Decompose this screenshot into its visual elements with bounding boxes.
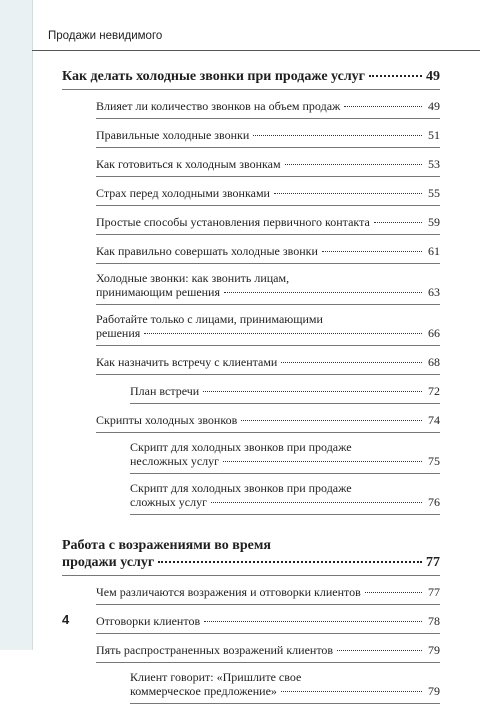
dot-leader <box>365 592 422 593</box>
toc-entry <box>62 244 440 258</box>
toc-entry-page: 72 <box>428 384 440 398</box>
toc-entry-page: 77 <box>428 585 440 599</box>
toc-entry-text-line1: Работайте только с лицами, принимающими <box>96 312 440 326</box>
toc-entry <box>62 481 440 509</box>
toc-entry-page: 59 <box>428 215 440 229</box>
toc-entry-page: 74 <box>428 413 440 427</box>
toc-entry <box>62 413 440 427</box>
running-head: Продажи невидимого <box>48 30 163 42</box>
toc-entry-page: 68 <box>428 355 440 369</box>
toc-entry-page: 63 <box>428 285 440 299</box>
page-margin-band <box>0 0 33 650</box>
toc-entry-text: коммерческое предложение» <box>130 684 277 698</box>
toc-entry-page: 55 <box>428 186 440 200</box>
dot-leader <box>281 691 422 692</box>
toc-entry <box>62 186 440 200</box>
toc-entry-text-line1: Холодные звонки: как звонить лицам, <box>96 271 440 285</box>
toc-entry-text: Влияет ли количество звонков на объем продаж <box>96 99 341 113</box>
toc-entry <box>62 128 440 142</box>
chapter-text: продажи услуг <box>62 555 155 570</box>
toc-entry <box>62 355 440 369</box>
dot-leader <box>337 650 422 651</box>
toc-entry <box>62 440 440 468</box>
toc-entry-page: 51 <box>428 128 440 142</box>
toc-entry-text: Как готовиться к холодным звонкам <box>96 157 281 171</box>
toc-entry-page: 49 <box>428 99 440 113</box>
toc-entry-text: Правильные холодные звонки <box>96 128 250 142</box>
toc-entry-text: Скрипты холодных звонков <box>96 413 238 427</box>
toc-entry-text-line1: Клиент говорит: «Пришлите свое <box>130 670 440 684</box>
toc-entry <box>62 585 440 599</box>
toc-entry-text: Отговорки клиентов <box>96 614 201 628</box>
toc-entry <box>62 614 440 628</box>
toc-entry-text: Страх перед холодными звонками <box>96 186 270 200</box>
dot-leader <box>241 420 422 421</box>
dot-leader <box>274 193 422 194</box>
table-of-contents <box>62 68 440 704</box>
toc-entry-text-line1: Скрипт для холодных звонков при продаже <box>130 481 440 495</box>
toc-entry-text: несложных услуг <box>130 454 220 468</box>
dot-leader <box>223 461 422 462</box>
toc-entry <box>62 384 440 398</box>
dot-leader <box>144 333 422 334</box>
chapter-page: 49 <box>426 69 440 84</box>
toc-entry <box>62 215 440 229</box>
dot-leader <box>203 391 422 392</box>
toc-entry <box>62 643 440 657</box>
toc-entry-page: 61 <box>428 244 440 258</box>
toc-entry <box>62 670 440 698</box>
dot-leader <box>322 251 422 252</box>
chapter-heading <box>62 68 440 85</box>
dot-leader <box>158 561 422 563</box>
toc-entry <box>62 271 440 299</box>
dot-leader <box>224 292 422 293</box>
chapter-heading <box>62 537 440 571</box>
toc-entry-text: Как назначить встречу с клиентами <box>96 355 278 369</box>
toc-entry <box>62 312 440 340</box>
toc-entry-page: 79 <box>428 643 440 657</box>
toc-entry-text: Пять распространенных возражений клиентов <box>96 643 334 657</box>
toc-entry-text: принимающим решения <box>96 285 221 299</box>
toc-entry-text-line1: Скрипт для холодных звонков при продаже <box>130 440 440 454</box>
toc-entry-text: Как правильно совершать холодные звонки <box>96 244 318 258</box>
toc-entry <box>62 99 440 113</box>
header-rule <box>32 50 480 51</box>
dot-leader <box>204 621 422 622</box>
chapter-page: 77 <box>426 555 440 570</box>
toc-entry-text: Простые способы установления первичного контакта <box>96 215 370 229</box>
dot-leader <box>253 135 422 136</box>
chapter-text: Как делать холодные звонки при продаже услуг <box>62 69 366 84</box>
dot-leader <box>374 222 422 223</box>
toc-entry-text: сложных услуг <box>130 495 208 509</box>
page-number: 4 <box>62 612 70 627</box>
dot-leader <box>369 75 422 77</box>
dot-leader <box>285 164 422 165</box>
toc-entry-page: 75 <box>428 454 440 468</box>
toc-entry-page: 79 <box>428 684 440 698</box>
toc-entry-text: решения <box>96 326 141 340</box>
toc-entry-page: 76 <box>428 495 440 509</box>
toc-entry-text: План встречи <box>130 384 200 398</box>
chapter-title-line1: Работа с возражениями во время <box>62 537 440 554</box>
toc-entry-page: 66 <box>428 326 440 340</box>
toc-entry-page: 53 <box>428 157 440 171</box>
dot-leader <box>211 502 422 503</box>
toc-entry-text: Чем различаются возражения и отговорки клиентов <box>96 585 361 599</box>
dot-leader <box>281 362 422 363</box>
dot-leader <box>344 106 422 107</box>
toc-entry <box>62 157 440 171</box>
toc-entry-page: 78 <box>428 614 440 628</box>
